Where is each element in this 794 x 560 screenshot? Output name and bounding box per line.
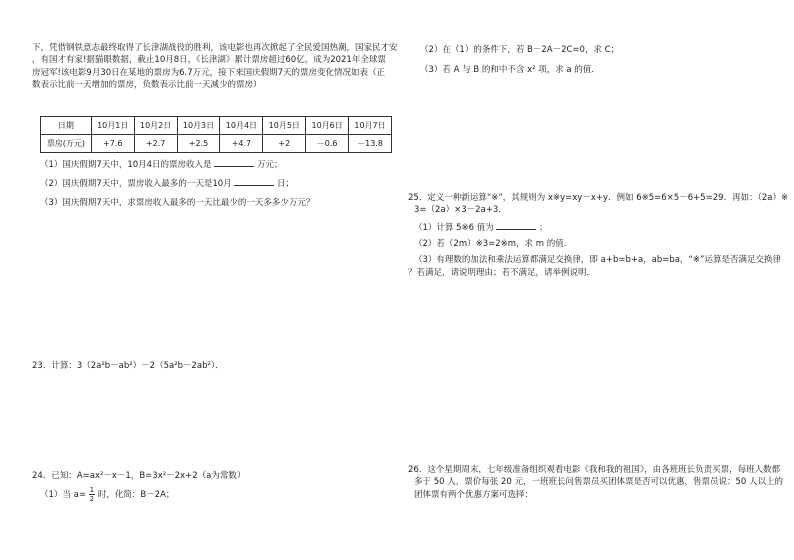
- question-3: （3）国庆假期7天中，求票房收入最多的一天比最少的一天多多少万元？: [40, 197, 315, 208]
- question-1: （1）国庆假期7天中，10月4日的票房收入是 万元；: [40, 160, 283, 170]
- box-office-table: [40, 116, 392, 153]
- problem-26-line: 26．这个星期周末，七年级准备组织观看电影《我和我的祖国》，由各班班长负责买票，每班人数都: [408, 465, 781, 475]
- table-cell: +2.7: [134, 135, 177, 153]
- problem-25-question-2: （2）若（2m）※3=2※m，求 m 的值．: [414, 238, 573, 249]
- problem-23: 23．计算：3（2a²b－ab²）－2（5a²b－2ab²）．: [32, 361, 224, 371]
- table-cell: +2: [263, 135, 306, 153]
- table-header-cell: 10月5日: [263, 117, 306, 135]
- problem-25-question-3: （3）有理数的加法和乘法运算都满足交换律，即 a+b=b+a，ab=ba，“※”运算是否满足交换律: [414, 255, 781, 266]
- table-header-row: [41, 117, 392, 135]
- table-cell: +2.5: [177, 135, 220, 153]
- answer-blank[interactable]: [214, 158, 254, 167]
- intro-line: 房冠军!该电影9月30日在某地的票房为6.7万元，接下来国庆假期7天的票房变化情况如表（正: [32, 67, 386, 78]
- fraction: $\frac{1}{2}$: [89, 486, 95, 503]
- answer-blank[interactable]: [496, 221, 536, 230]
- answer-blank[interactable]: [234, 177, 274, 186]
- table-row: [41, 135, 392, 153]
- table-cell: －13.8: [349, 135, 392, 153]
- problem-22-intro: [32, 42, 398, 91]
- table-header-cell: 10月6日: [306, 117, 349, 135]
- table-header-cell: 10月7日: [349, 117, 392, 135]
- table-header-cell: 10月1日: [91, 117, 134, 135]
- table-cell: －0.6: [306, 135, 349, 153]
- problem-25-line: 25．定义一种新运算“※”，其规则为 x※y=xy－x+y．例如 6※5=6×5－6+5=29．再如：（2a）※: [408, 193, 789, 203]
- problem-24-question-2: （2）在（1）的条件下，若 B－2A－2C=0，求 C；: [420, 45, 620, 55]
- problem-25-question-1: （1）计算 5※6 值为 ；: [414, 222, 548, 233]
- table-header-cell: 10月4日: [220, 117, 263, 135]
- table-cell: +4.7: [220, 135, 263, 153]
- table-row-label: 票房(万元): [41, 135, 92, 153]
- intro-line: 下，凭借钢铁意志最终取得了长津湖战役的胜利，该电影也再次掀起了全民爱国热潮，国家民才安: [32, 43, 398, 53]
- problem-24-question-1: （1）当 a= $\frac{1}{2}$ 时，化简：B－2A；: [40, 486, 175, 503]
- intro-line: 数表示比前一天增加的票房，负数表示比前一天减少的票房）: [32, 79, 262, 90]
- question-2: （2）国庆假期7天中，票房收入最多的一天是10月 日；: [40, 179, 295, 190]
- problem-24-question-3: （3）若 A 与 B 的和中不含 x² 项，求 a 的值．: [420, 65, 600, 75]
- problem-25: [408, 192, 788, 279]
- table-header-cell: 日期: [41, 117, 92, 135]
- problem-25-question-3-cont: ？若满足，请说明理由；若不满足，请举例说明．: [408, 267, 596, 278]
- problem-26-line: 团体票有两个优惠方案可选择：: [414, 489, 534, 500]
- problem-26-line: 多于 50 人，票价每张 20 元，一班班长问售票员买团体票是否可以优惠，售票员说：50 人以上的: [414, 477, 783, 488]
- problem-26: [408, 464, 783, 501]
- problem-25-line: 3=（2a）×3－2a+3．: [414, 205, 507, 216]
- problem-22-questions: [40, 158, 314, 209]
- table-header-cell: 10月3日: [177, 117, 220, 135]
- intro-line: ，有国才有家!据猫眼数据，截止10月8日，《长津湖》累计票房超过60亿，成为2021年全球票: [32, 55, 386, 66]
- table-header-cell: 10月2日: [134, 117, 177, 135]
- problem-24: 24．已知：A=ax²－x－1，B=3x²－2x+2（a为常数）: [32, 471, 246, 481]
- table-cell: +7.6: [91, 135, 134, 153]
